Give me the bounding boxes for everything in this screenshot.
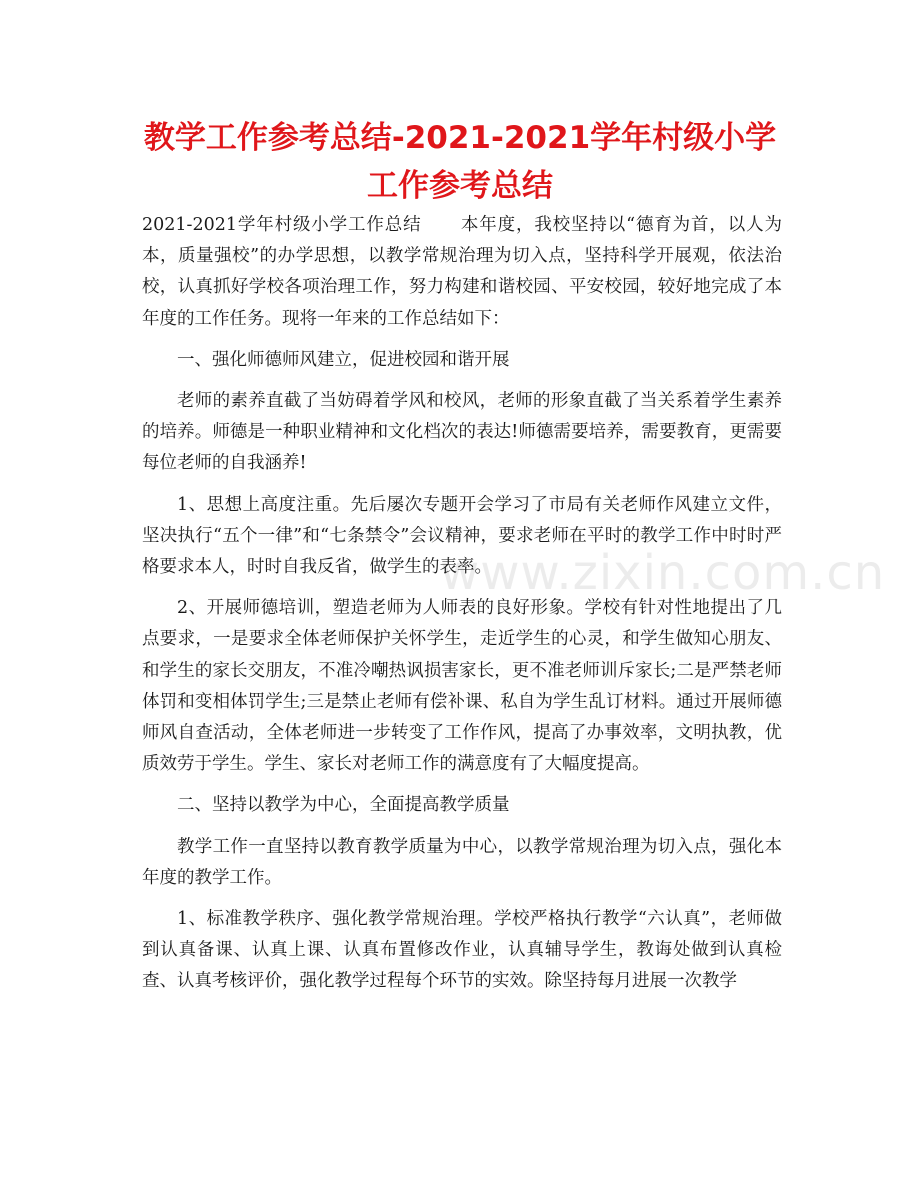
lead-prefix: 2021-2021学年村级小学工作总结 — [142, 215, 422, 235]
section-heading-1: 一、强化师德师风建立，促进校园和谐开展 — [177, 349, 510, 370]
document-title: 教学工作参考总结-2021-2021学年村级小学工作参考总结 — [143, 120, 777, 204]
section-heading-2: 二、坚持以教学为中心，全面提高教学质量 — [177, 795, 510, 816]
lead-text: 本年度，我校坚持以“德育为首，以人为本，质量强校”的办学思想，以教学常规治理为切入点，坚持科学开展观，依法治校，认真抓好学校各项治理工作，努力构建和谐校园、平安校园，较好地完成了本年度的工作任务。现将一年来的工作总结如下： — [142, 215, 782, 329]
lead-paragraph — [142, 210, 782, 335]
document-body — [142, 210, 782, 1008]
watermark: www.zixin.com.cn — [440, 545, 886, 601]
paragraph: 2、开展师德培训，塑造老师为人师表的良好形象。学校有针对性地提出了几点要求，一是要求全体老师保护关怀学生，走近学生的心灵，和学生做知心朋友、和学生的家长交朋友，不准冷嘲热讽损害家长，更不准老师训斥家长;二是严禁老师体罚和变相体罚学生;三是禁止老师有偿补课、私自为学生乱订材料。通过开展师德师风自查活动，全体老师进一步转变了工作作风，提高了办事效率，文明执教，优质效劳于学生。学生、家长对老师工作的满意度有了大幅度提高。 — [142, 598, 782, 775]
paragraph: 1、思想上高度注重。先后屡次专题开会学习了市局有关老师作风建立文件，坚决执行“五个一律”和“七条禁令”会议精神，要求老师在平时的教学工作中时时严格要求本人，时时自我反省，做学生的表率。 — [142, 494, 782, 578]
paragraph: 老师的素养直截了当妨碍着学风和校风，老师的形象直截了当关系着学生素养的培养。师德是一种职业精神和文化档次的表达!师德需要培养，需要教育，更需要每位老师的自我涵养! — [142, 391, 782, 474]
paragraph: 1、标准教学秩序、强化教学常规治理。学校严格执行教学“六认真”，老师做到认真备课、认真上课、认真布置修改作业，认真辅导学生，教诲处做到认真检查、认真考核评价，强化教学过程每个环节的实效。除坚持每月进展一次教学 — [142, 909, 782, 992]
paragraph: 教学工作一直坚持以教育教学质量为中心，以教学常规治理为切入点，强化本年度的教学工作。 — [142, 836, 782, 888]
